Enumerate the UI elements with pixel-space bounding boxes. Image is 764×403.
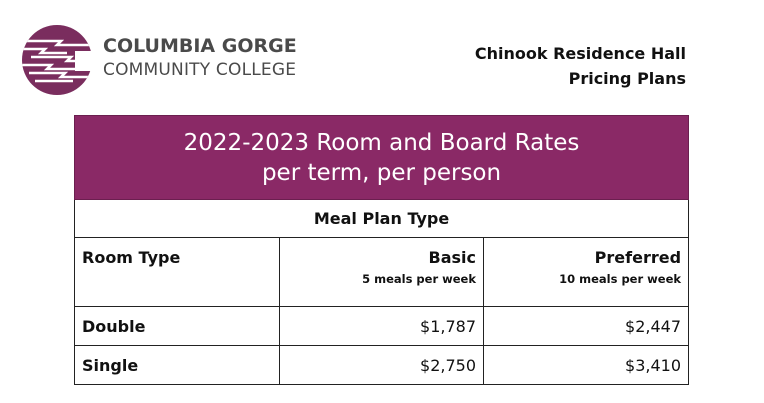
college-name-line2: COMMUNITY COLLEGE	[103, 60, 297, 80]
meal-plan-heading: Meal Plan Type	[75, 200, 689, 238]
column-header-row	[75, 238, 689, 307]
table-title-line1: 2022-2023 Room and Board Rates	[183, 129, 580, 156]
price-cell-preferred: $3,410	[484, 346, 689, 385]
plan-header-basic	[280, 238, 484, 307]
document-title-line1: Chinook Residence Hall	[474, 44, 686, 63]
plan-header-preferred	[484, 238, 689, 307]
room-type-cell: Double	[75, 307, 280, 346]
plan-name: Preferred	[594, 248, 682, 267]
document-title	[475, 41, 686, 91]
plan-subtitle: 10 meals per week	[559, 272, 682, 286]
meal-plan-heading-row	[75, 200, 689, 238]
price-cell-basic: $1,787	[280, 307, 484, 346]
price-cell-basic: $2,750	[280, 346, 484, 385]
plan-name: Basic	[428, 248, 476, 267]
ccc-logo-icon	[21, 24, 93, 96]
document-title-line2: Pricing Plans	[568, 69, 686, 88]
room-type-cell: Single	[75, 346, 280, 385]
table-title-line2: per term, per person	[261, 159, 502, 186]
plan-subtitle: 5 meals per week	[362, 272, 476, 286]
room-type-heading: Room Type	[75, 238, 280, 307]
college-name	[103, 37, 297, 79]
price-cell-preferred: $2,447	[484, 307, 689, 346]
table-title-row	[75, 116, 689, 200]
table-row	[75, 346, 689, 385]
college-name-line1: COLUMBIA GORGE	[103, 35, 297, 57]
table-row	[75, 307, 689, 346]
rates-table	[74, 115, 689, 385]
table-title	[75, 116, 689, 200]
